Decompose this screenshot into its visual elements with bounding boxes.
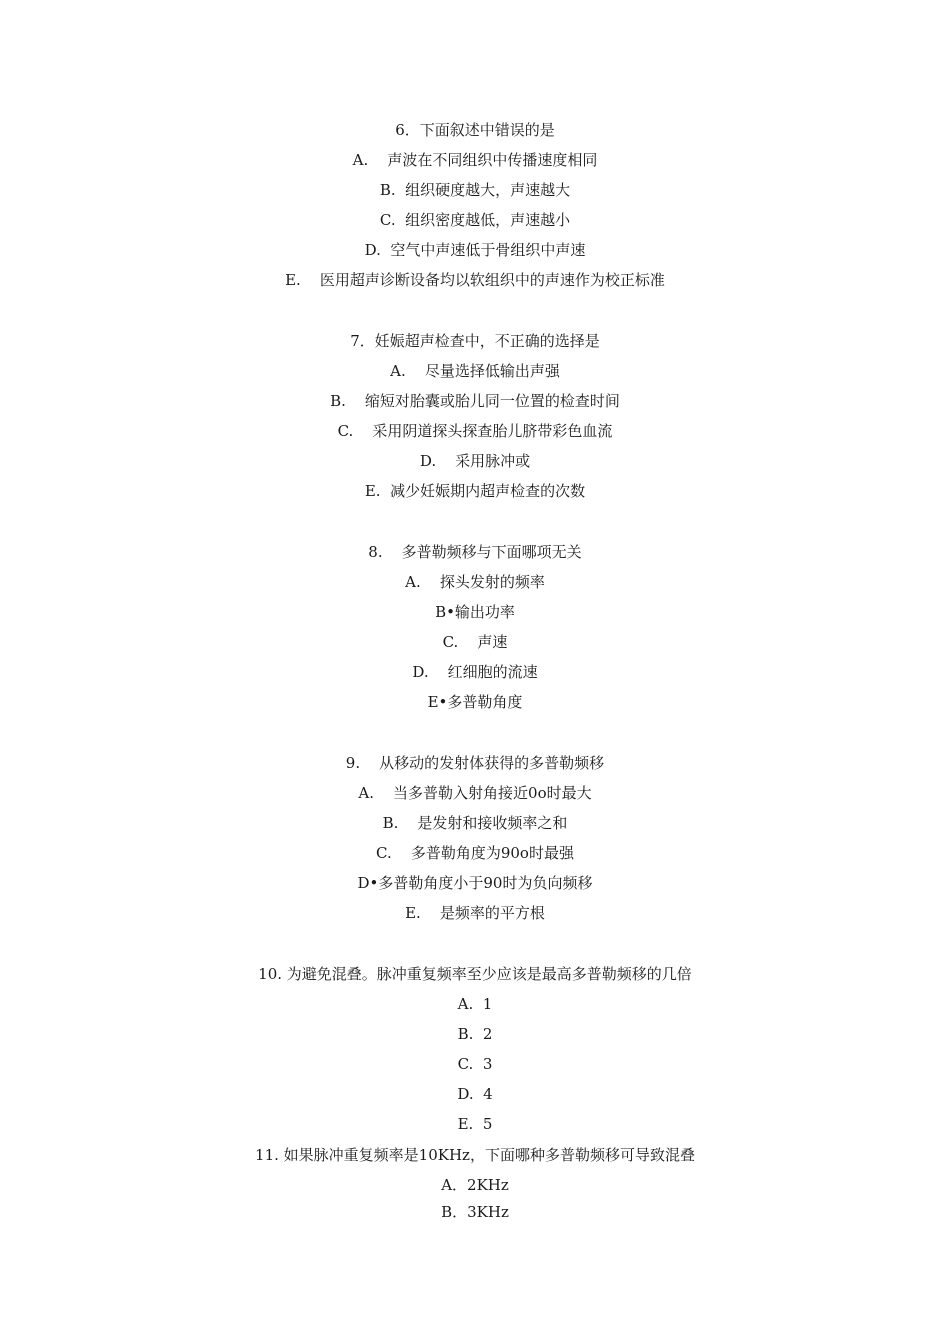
question-10-option-c: C. 3 xyxy=(457,1055,493,1073)
question-6-stem: 6．下面叙述中错误的是 xyxy=(395,121,555,139)
question-8-option-b: B•输出功率 xyxy=(435,603,515,621)
question-9-option-a: A. 当多普勒入射角接近0o时最大 xyxy=(358,784,592,802)
question-9-stem: 9. 从移动的发射体获得的多普勒频移 xyxy=(345,754,605,772)
question-8-option-c: C. 声速 xyxy=(442,633,508,651)
question-9-option-e: E. 是频率的平方根 xyxy=(405,904,545,922)
question-8-stem: 8. 多普勒频移与下面哪项无关 xyxy=(368,543,582,561)
question-6-option-b: B. 组织硬度越大，声速越大 xyxy=(379,181,571,199)
question-11-option-b: B．3KHz xyxy=(441,1203,509,1221)
question-6-option-c: C. 组织密度越低，声速越小 xyxy=(379,211,571,229)
question-10-option-d: D. 4 xyxy=(457,1085,493,1103)
question-10-option-e: E. 5 xyxy=(457,1115,493,1133)
question-8-option-a: A. 探头发射的频率 xyxy=(405,573,545,591)
question-8-option-d: D. 红细胞的流速 xyxy=(412,663,538,681)
question-7-option-d: D. 采用脉冲或 xyxy=(419,452,531,470)
question-11-stem: 11. 如果脉冲重复频率是10KHz，下面哪种多普勒频移可导致混叠 xyxy=(255,1146,695,1164)
question-10-stem: 10. 为避免混叠。脉冲重复频率至少应该是最高多普勒频移的几倍 xyxy=(258,965,692,983)
question-7-option-e: E. 减少妊娠期内超声检查的次数 xyxy=(364,482,586,500)
question-7-option-b: B. 缩短对胎囊或胎儿同一位置的检查时间 xyxy=(330,392,620,410)
question-6-option-d: D. 空气中声速低于骨组织中声速 xyxy=(364,241,586,259)
question-8-option-e: E•多普勒角度 xyxy=(427,693,523,711)
question-11-option-a: A．2KHz xyxy=(441,1176,509,1194)
question-10-option-a: A. 1 xyxy=(457,995,493,1013)
question-7-option-a: A. 尽量选择低输出声强 xyxy=(390,362,560,380)
question-9-option-c: C. 多普勒角度为90o时最强 xyxy=(376,844,574,862)
question-9-option-b: B. 是发射和接收频率之和 xyxy=(382,814,568,832)
question-6-option-e: E. 医用超声诊断设备均以软组织中的声速作为校正标准 xyxy=(285,271,665,289)
question-9-option-d: D•多普勒角度小于90时为负向频移 xyxy=(357,874,593,892)
question-10-option-b: B. 2 xyxy=(457,1025,493,1043)
question-6-option-a: A. 声波在不同组织中传播速度相同 xyxy=(352,151,598,169)
question-7-stem: 7．妊娠超声检查中，不正确的选择是 xyxy=(350,332,600,350)
question-7-option-c: C. 采用阴道探头探查胎儿脐带彩色血流 xyxy=(337,422,613,440)
